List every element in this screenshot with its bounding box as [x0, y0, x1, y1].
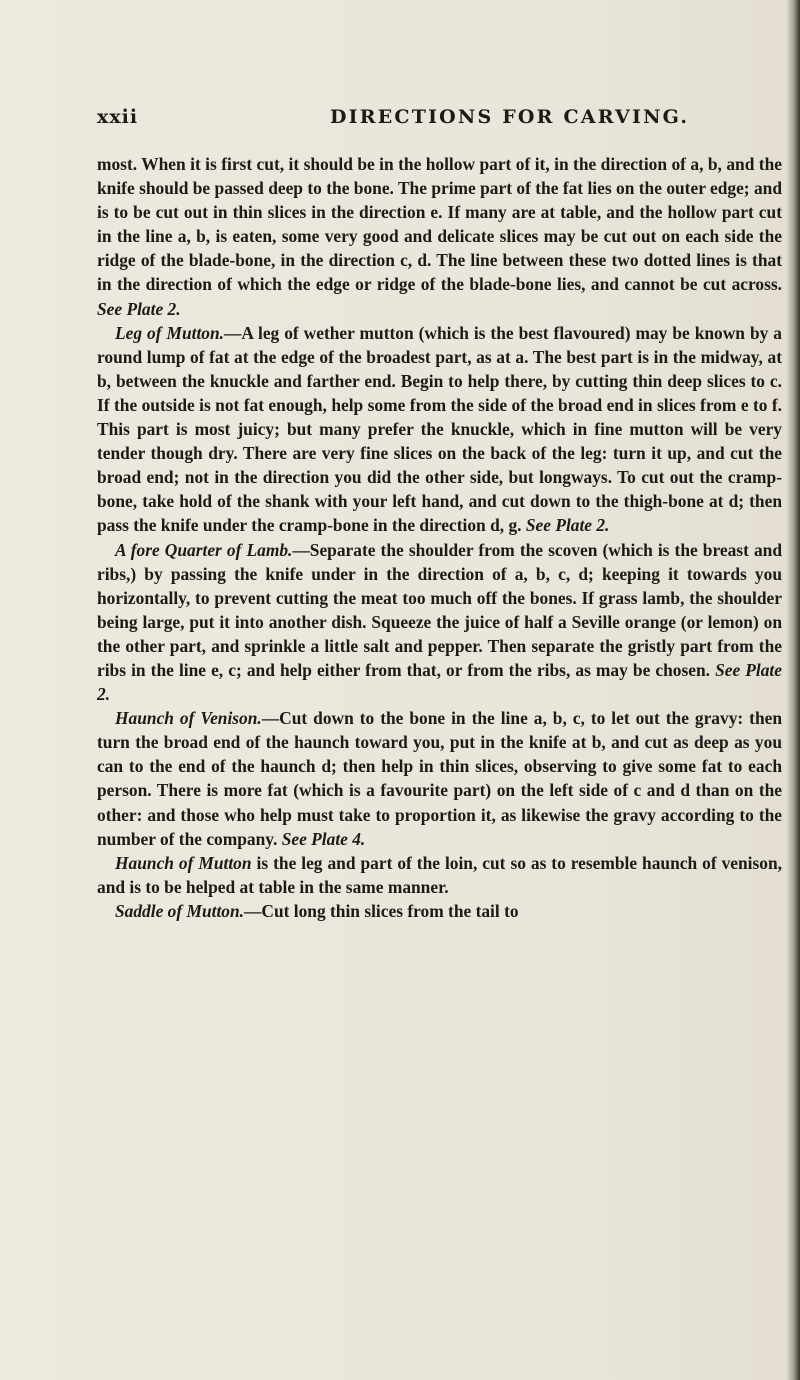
paragraph-text: —Separate the shoulder from the scoven (which is the breast and ribs,) by passing the knife under in the direction of a, b, c, d; keeping it towards you horizontally, to prevent cutting the meat too much off the bones. If grass lamb, the shoulder being large, put it into another dish. Squeeze the juice of half a Seville orange (or lemon) on the other part, and sprinkle a little salt and pepper. Then separate the gristly part from the ribs in the line e, c; and help either from that, or from the ribs, as may be chosen.: [97, 539, 782, 680]
paragraph-text: —Cut down to the bone in the line a, b, c, to let out the gravy: then turn the broad end of the haunch toward you, put in the knife at b, and cut as deep as you can to the end of the haunch d; then help in thin slices, observing to give some fat to each person. There is more fat (which is a favourite part) on the left side of c and d than on the other: and those who help must take to proportion it, as likewise the gravy according to the number of the company.: [97, 708, 783, 849]
paragraph-text: —Cut long thin slices from the tail to: [244, 900, 519, 921]
section-heading: Saddle of Mutton.: [115, 900, 245, 921]
section-heading: A fore Quarter of Lamb.: [115, 539, 293, 560]
section-heading: Haunch of Mutton: [115, 852, 252, 873]
paragraph-text: most. When it is first cut, it should be in the hollow part of it, in the direction of a, b, and the knife should be passed deep to the bone. The prime part of the fat lies on the outer edge; and is to be cut out in thin slices in the direction e. If many are at table, and the hollow part cut in the line a, b, is eaten, some very good and delicate slices may be cut out on each side the ridge of the blade-bone, in the direction c, d. The line between these two dotted lines is that in the direction of which the edge or ridge of the blade-bone lies, and cannot be cut across.: [97, 154, 782, 295]
plate-reference: See Plate 2.: [97, 659, 782, 705]
plate-reference: See Plate 2.: [97, 298, 181, 319]
body-text: [97, 152, 782, 923]
paragraph-fore-quarter-of-lamb: [97, 538, 782, 707]
paragraph-haunch-of-mutton: [97, 851, 782, 899]
paragraph-text: is the leg and part of the loin, cut so as to resemble haunch of venison, and is to be helped at table in the same manner.: [97, 852, 782, 897]
page-number: xxii: [97, 106, 139, 128]
plate-reference: See Plate 2.: [525, 515, 610, 536]
section-heading: Haunch of Venison.: [115, 708, 262, 729]
paragraph-haunch-of-venison: [97, 706, 782, 851]
section-heading: Leg of Mutton.: [115, 322, 225, 343]
page-header: [97, 92, 737, 132]
page-edge-shadow: [786, 0, 800, 1380]
paragraph-saddle-of-mutton: [97, 899, 782, 923]
running-head: DIRECTIONS FOR CARVING.: [330, 106, 690, 128]
paragraph-shoulder-of-mutton: [97, 152, 782, 321]
paragraph-text: —A leg of wether mutton (which is the best flavoured) may be known by a round lump of fat at the edge of the broadest part, as at a. The best part is in the midway, at b, between the knuckle and farther end. Begin to help there, by cutting thin deep slices to c. If the outside is not fat enough, help some from the side of the broad end in slices from e to f. This part is most juicy; but many prefer the knuckle, which in fine mutton will be very tender though dry. There are very fine slices on the back of the leg: turn it up, and cut the broad end; not in the direction you did the other side, but longways. To cut out the cramp-bone, take hold of the shank with your left hand, and cut down to the thigh-bone at d; then pass the knife under the cramp-bone in the direction d, g.: [97, 322, 783, 536]
paragraph-leg-of-mutton: [97, 321, 782, 538]
plate-reference: See Plate 4.: [281, 828, 366, 849]
